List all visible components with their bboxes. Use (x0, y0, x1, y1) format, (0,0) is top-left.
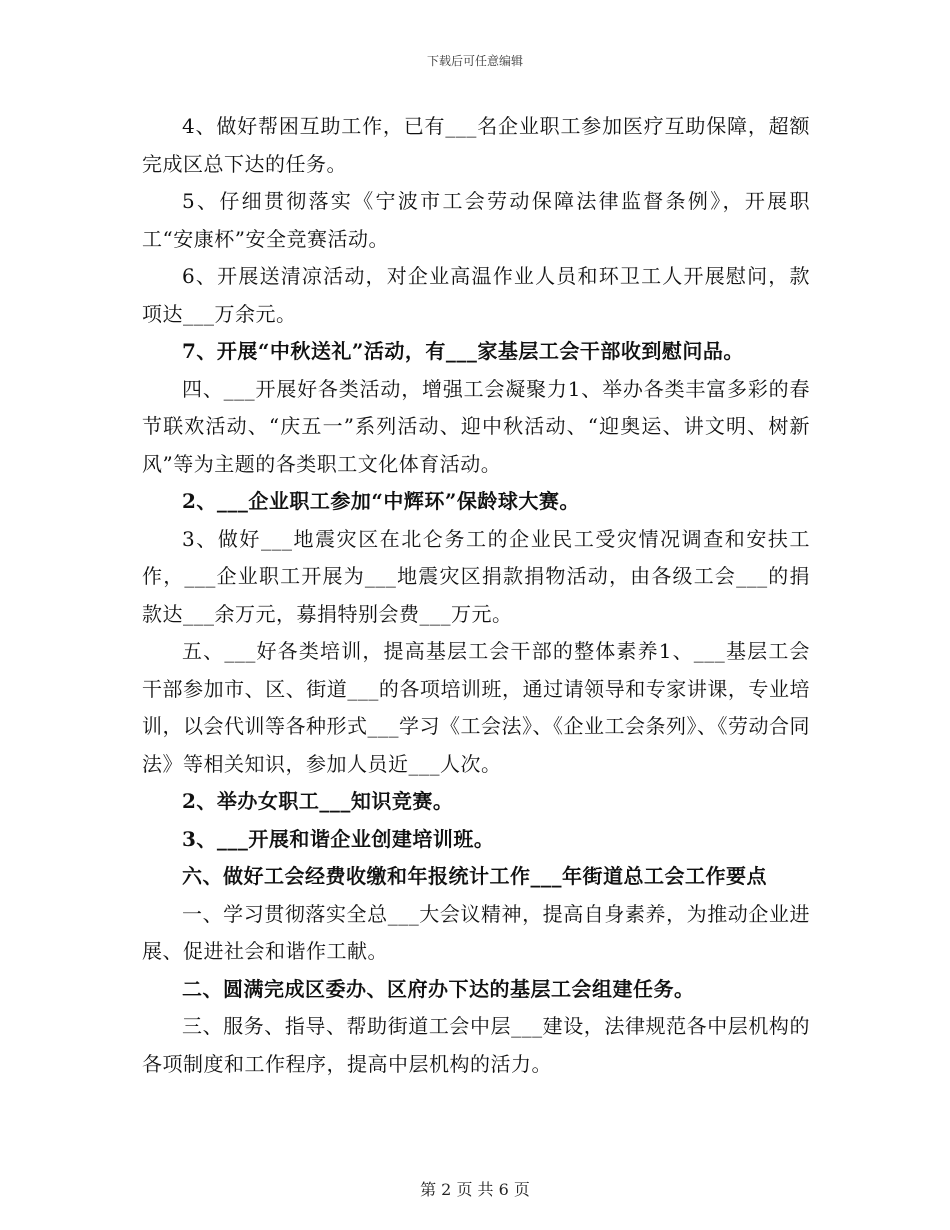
paragraph-section4-item-2: 2、___企业职工参加“中辉环”保龄球大赛。 (182, 489, 580, 513)
document-body (142, 108, 810, 1083)
section-five-heading: 五、___好各类培训，提高基层工会干部的整体素养1、___基层工会干部参加市、区、街道___的各项培训班，通过请领导和专家讲课，专业培训，以会代训等各种形式___学习《工会法》、《企业工会条列》、《劳动合同法》等相关知识，参加人员近___人次。 (142, 639, 810, 776)
work-point-one: 一、学习贯彻落实全总___大会议精神，提高自身素养，为推动企业进展、促进社会和谐作工献。 (142, 901, 810, 963)
paragraph-item-4: 4、做好帮困互助工作，已有___名企业职工参加医疗互助保障，超额完成区总下达的任务。 (142, 114, 810, 176)
paragraph-section5-item-3: 3、___开展和谐企业创建培训班。 (182, 826, 495, 851)
section-four-heading: 四、___开展好各类活动，增强工会凝聚力1、举办各类丰富多彩的春节联欢活动、“庆五一”系列活动、迎中秋活动、“迎奥运、讲文明、树新风”等为主题的各类职工文化体育活动。 (142, 376, 810, 476)
page-header: 下载后可任意编辑 (426, 54, 523, 68)
paragraph-item-7: 7、开展“中秋送礼”活动，有___家基层工会干部收到慰问品。 (182, 339, 744, 363)
paragraph-item-5: 5、仔细贯彻落实《宁波市工会劳动保障法律监督条例》，开展职工“安康杯”安全竞赛活动。 (142, 189, 810, 251)
paragraph-section5-item-2: 2、举办女职工___知识竞赛。 (182, 789, 454, 813)
paragraph-section4-item-3: 3、做好___地震灾区在北仑务工的企业民工受灾情况调查和安扶工作，___企业职工开展为___地震灾区捐款捐物活动，由各级工会___的捐款达___余万元，募捐特别会费___万元。 (142, 526, 810, 626)
work-point-two: 二、圆满完成区委办、区府办下达的基层工会组建任务。 (182, 976, 695, 1001)
paragraph-item-6: 6、开展送清凉活动，对企业高温作业人员和环卫工人开展慰问，款项达___万余元。 (142, 264, 810, 326)
work-point-three: 三、服务、指导、帮助街道工会中层___建设，法律规范各中层机构的各项制度和工作程序，提高中层机构的活力。 (142, 1014, 810, 1076)
page-number-footer: 第 2 页 共 6 页 (420, 1180, 530, 1199)
section-six-heading: 六、做好工会经费收缴和年报统计工作___年街道总工会工作要点 (182, 864, 767, 888)
